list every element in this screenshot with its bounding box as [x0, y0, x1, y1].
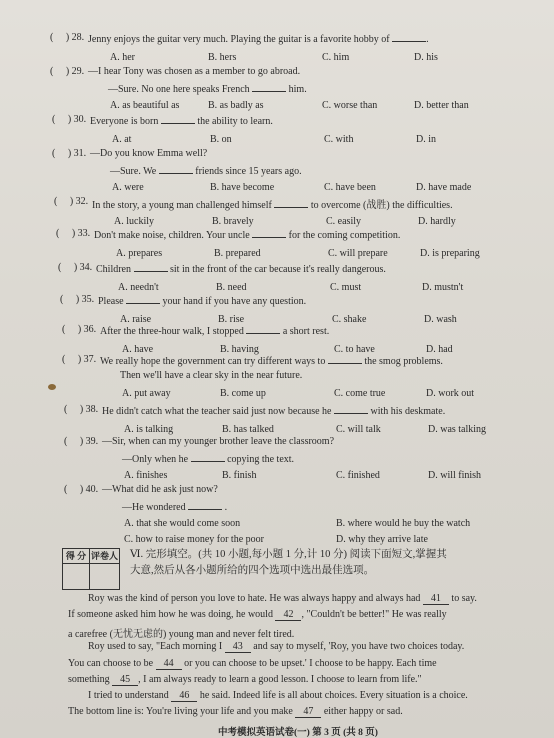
option-b[interactable]: B. prepared	[214, 248, 261, 259]
page-footer: 中考模拟英语试卷(一) 第 3 页 (共 8 页)	[218, 728, 378, 738]
question-stem: Please your hand if you have any question.	[98, 296, 307, 307]
question-stem: In the story, a young man challenged himself to overcome (战胜) the difficulties.	[92, 200, 453, 211]
option-b[interactable]: B. need	[216, 282, 247, 293]
score-table	[62, 548, 120, 590]
answer-blank	[161, 114, 195, 124]
cloze-blank-46[interactable]: 46	[171, 690, 197, 702]
option-c[interactable]: C. have been	[324, 182, 376, 193]
answer-blank	[392, 32, 426, 42]
option-d[interactable]: D. hardly	[418, 216, 456, 227]
option-c[interactable]: C. will talk	[336, 424, 381, 435]
option-d[interactable]: D. had	[426, 344, 453, 355]
answer-blank	[274, 198, 308, 208]
option-c[interactable]: C. with	[324, 134, 354, 145]
passage-line-6: something 45 , I am always ready to learn a good lesson. I choose to learn from life."	[68, 674, 422, 685]
answer-bracket[interactable]: ( ) 35.	[60, 294, 95, 305]
passage-line-4: Roy used to say, "Each morning I 43 and say to myself, 'Roy, you have two choices today.	[88, 641, 465, 652]
option-c[interactable]: C. him	[322, 52, 350, 63]
answer-blank	[159, 164, 193, 174]
question-line-2: —He wondered .	[122, 502, 228, 513]
question-stem: Everyone is born the ability to learn.	[90, 116, 273, 127]
option-b[interactable]: B. have become	[210, 182, 275, 193]
option-b[interactable]: B. hers	[208, 52, 237, 63]
option-b[interactable]: B. as badly as	[208, 100, 264, 111]
answer-blank	[334, 404, 368, 414]
answer-blank	[246, 324, 280, 334]
score-head-pingjuanren: 评卷人	[90, 551, 118, 561]
question-stem: —What did he ask just now?	[102, 484, 218, 495]
option-a[interactable]: A. raise	[120, 314, 152, 325]
passage-line-7: I tried to understand 46 he said. Indeed life is all about choices. Every situation is a choice.	[88, 690, 468, 701]
answer-bracket[interactable]: ( ) 36.	[62, 324, 97, 335]
answer-blank	[252, 228, 286, 238]
option-a[interactable]: A. prepares	[116, 248, 163, 259]
answer-blank	[126, 294, 160, 304]
option-c[interactable]: C. easily	[326, 216, 361, 227]
option-a[interactable]: A. finishes	[124, 470, 168, 481]
question-stem: We really hope the government can try different ways to the smog problems.	[100, 356, 443, 367]
cloze-blank-43[interactable]: 43	[225, 641, 251, 653]
answer-bracket[interactable]: ( ) 32.	[54, 196, 89, 207]
option-d[interactable]: D. have made	[416, 182, 472, 193]
question-line-2: —Sure. No one here speaks French him.	[108, 84, 307, 95]
score-cells	[63, 563, 119, 590]
option-b[interactable]: B. on	[210, 134, 232, 145]
answer-bracket[interactable]: ( ) 34.	[58, 262, 93, 273]
option-b[interactable]: B. has talked	[222, 424, 274, 435]
answer-bracket[interactable]: ( ) 30.	[52, 114, 87, 125]
passage-line-2: If someone asked him how he was doing, he would 42 , "Couldn't be better!" He was really	[68, 609, 447, 620]
option-d[interactable]: D. was talking	[428, 424, 487, 435]
answer-blank	[191, 452, 225, 462]
option-a[interactable]: A. luckily	[114, 216, 154, 227]
question-stem: He didn't catch what the teacher said just now because he with his deskmate.	[102, 406, 446, 417]
option-c[interactable]: C. worse than	[322, 100, 378, 111]
answer-bracket[interactable]: ( ) 31.	[52, 148, 87, 159]
answer-blank	[252, 82, 286, 92]
option-a[interactable]: A. were	[112, 182, 144, 193]
option-b[interactable]: B. finish	[222, 470, 257, 481]
option-a[interactable]: A. is talking	[124, 424, 174, 435]
option-c[interactable]: C. finished	[336, 470, 380, 481]
cloze-section-header	[62, 544, 542, 590]
cloze-blank-45[interactable]: 45	[112, 674, 138, 686]
answer-blank	[188, 500, 222, 510]
option-d[interactable]: D. is preparing	[420, 248, 480, 259]
option-b[interactable]: B. where would he buy the watch	[336, 518, 471, 529]
option-d[interactable]: D. better than	[414, 100, 469, 111]
question-stem: Jenny enjoys the guitar very much. Playing the guitar is a favorite hobby of .	[88, 34, 429, 45]
option-b[interactable]: B. come up	[220, 388, 266, 399]
answer-bracket[interactable]: ( ) 37.	[62, 354, 97, 365]
question-stem: —Sir, when can my younger brother leave the classroom?	[102, 436, 335, 447]
option-c[interactable]: C. how to raise money for the poor	[124, 534, 264, 545]
answer-bracket[interactable]: ( ) 39.	[64, 436, 99, 447]
option-c[interactable]: C. will prepare	[328, 248, 388, 259]
section-title: Ⅵ. 完形填空。(共 10 小题,每小题 1 分,计 10 分) 阅读下面短文,掌握其	[130, 549, 447, 560]
option-d[interactable]: D. his	[414, 52, 438, 63]
question-stem: —Do you know Emma well?	[90, 148, 208, 159]
option-a[interactable]: A. her	[110, 52, 135, 63]
option-a[interactable]: A. needn't	[118, 282, 159, 293]
answer-bracket[interactable]: ( ) 38.	[64, 404, 99, 415]
passage-line-5: You can choose to be 44 or you can choose to be upset.' I choose to be happy. Each time	[68, 658, 437, 669]
answer-bracket[interactable]: ( ) 28.	[50, 32, 85, 43]
cloze-blank-44[interactable]: 44	[156, 658, 182, 670]
option-a[interactable]: A. have	[122, 344, 154, 355]
question-stem: After the three-hour walk, I stopped a short rest.	[100, 326, 330, 337]
score-head-defen: 得 分	[63, 549, 90, 563]
option-b[interactable]: B. having	[220, 344, 259, 355]
option-c[interactable]: C. must	[330, 282, 362, 293]
option-b[interactable]: B. bravely	[212, 216, 254, 227]
option-d[interactable]: D. mustn't	[422, 282, 464, 293]
option-a[interactable]: A. at	[112, 134, 132, 145]
answer-blank	[134, 262, 168, 272]
answer-blank	[328, 354, 362, 364]
cloze-blank-42[interactable]: 42	[275, 609, 301, 621]
option-d[interactable]: D. wash	[424, 314, 457, 325]
question-line-2: —Only when he copying the text.	[122, 454, 295, 465]
question-line-2: —Sure. We friends since 15 years ago.	[110, 166, 302, 177]
option-d[interactable]: D. why they arrive late	[336, 534, 428, 545]
option-a[interactable]: A. as beautiful as	[110, 100, 180, 111]
option-c[interactable]: C. to have	[334, 344, 375, 355]
answer-bracket[interactable]: ( ) 33.	[56, 228, 91, 239]
option-b[interactable]: B. rise	[218, 314, 245, 325]
passage-line-8: The bottom line is: You're living your life and you make 47 either happy or sad.	[68, 706, 403, 717]
cloze-blank-47[interactable]: 47	[295, 706, 321, 718]
question-line-2: Then we'll have a clear sky in the near future.	[120, 370, 303, 381]
section-instruction: 大意,然后从各小题所给的四个选项中选出最佳选项。	[130, 565, 375, 576]
question-stem: Don't make noise, children. Your uncle for the coming competition.	[94, 230, 401, 241]
option-c[interactable]: C. shake	[332, 314, 367, 325]
option-c[interactable]: C. come true	[334, 388, 386, 399]
passage-line-1: Roy was the kind of person you love to hate. He was always happy and always had 41 to say.	[88, 593, 477, 604]
stain-mark	[48, 384, 56, 390]
passage-line-3: a carefree (无忧无虑的) young man and never felt tired.	[68, 629, 295, 640]
option-a[interactable]: A. that she would come soon	[124, 518, 241, 529]
option-d[interactable]: D. in	[416, 134, 436, 145]
question-stem: Children sit in the front of the car because it's really dangerous.	[96, 264, 386, 275]
cloze-blank-41[interactable]: 41	[423, 593, 449, 605]
answer-bracket[interactable]: ( ) 29.	[50, 66, 85, 77]
option-a[interactable]: A. put away	[122, 388, 171, 399]
option-d[interactable]: D. work out	[426, 388, 475, 399]
option-d[interactable]: D. will finish	[428, 470, 482, 481]
answer-bracket[interactable]: ( ) 40.	[64, 484, 99, 495]
question-stem: —I hear Tony was chosen as a member to go abroad.	[88, 66, 301, 77]
